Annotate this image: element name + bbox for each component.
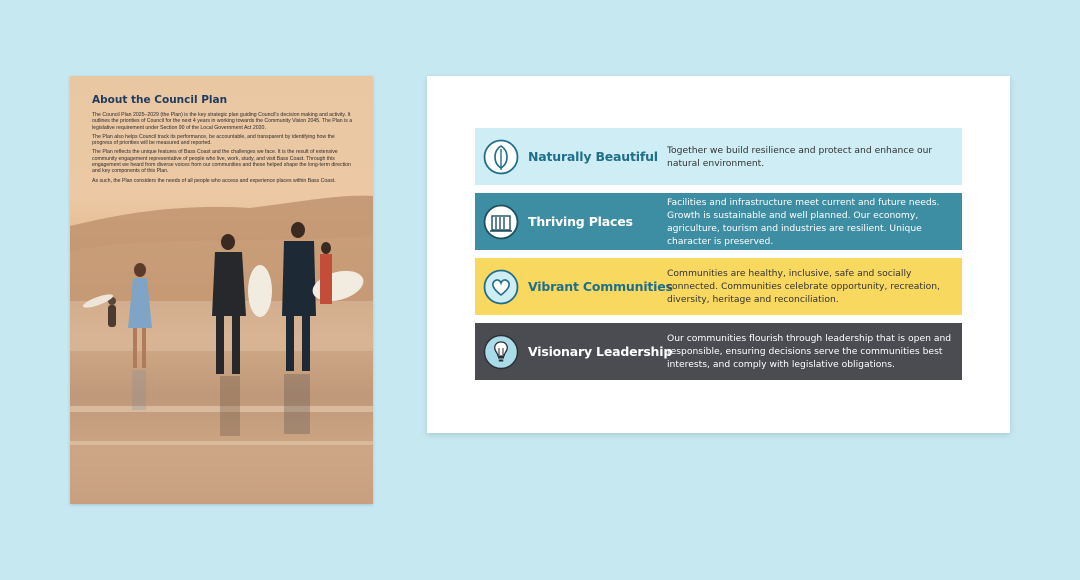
theme-row-visionary-leadership [475,323,962,380]
theme-title: Vibrant Communities [528,279,673,294]
theme-row-naturally-beautiful [475,128,962,185]
leaf-icon [483,139,519,175]
page-title: About the Council Plan [92,94,228,106]
theme-description: Our communities flourish through leadership that is open and responsible, ensuring decisions serve the communities best interests, and comply with legislative obligations. [667,333,952,370]
paragraph: The Plan also helps Council track its performance, be accountable, and transparent by identifying how the progress of priorities will be measured and reported. [92,133,335,147]
paragraph: As such, the Plan considers the needs of all people who access and experience places within Bass Coast. [92,177,336,184]
lightbulb-icon [483,334,519,370]
theme-description: Communities are healthy, inclusive, safe and socially connected. Communities celebrate opportunity, recreation, diversity, heritage and reconciliation. [667,268,940,305]
heart-icon [483,269,519,305]
theme-title: Thriving Places [528,214,633,229]
council-plan-page [70,76,373,504]
theme-row-thriving-places [475,193,962,250]
theme-description: Together we build resilience and protect and enhance our natural environment. [667,144,933,169]
paragraph: The Plan reflects the unique features of Bass Coast and the challenges we face. It is the result of extensive community engagement representative of people who live, work, study, and visit Bass Coast. Through this engagement we heard from diverse voices from our communities and these helped shape the long-term direction and key components of this Plan. [92,149,351,175]
theme-row-vibrant-communities [475,258,962,315]
theme-description: Facilities and infrastructure meet current and future needs. Growth is sustainable and well planned. Our economy, agriculture, tourism and industries are resilient. Unique character is preserved. [667,196,940,247]
paragraph: The Council Plan 2025–2029 (the Plan) is the key strategic plan guiding Council's decision making and activity. It outlines the priorities of Council for the next 4 years in working towards the Community Vision 2045. The Plan is a legislative requirement under Section 90 of the Local Government Act 2020. [92,112,353,131]
theme-title: Visionary Leadership [528,344,673,359]
building-icon [483,204,519,240]
themes-card [427,76,1010,433]
council-plan-text [92,94,354,187]
theme-title: Naturally Beautiful [528,149,658,164]
